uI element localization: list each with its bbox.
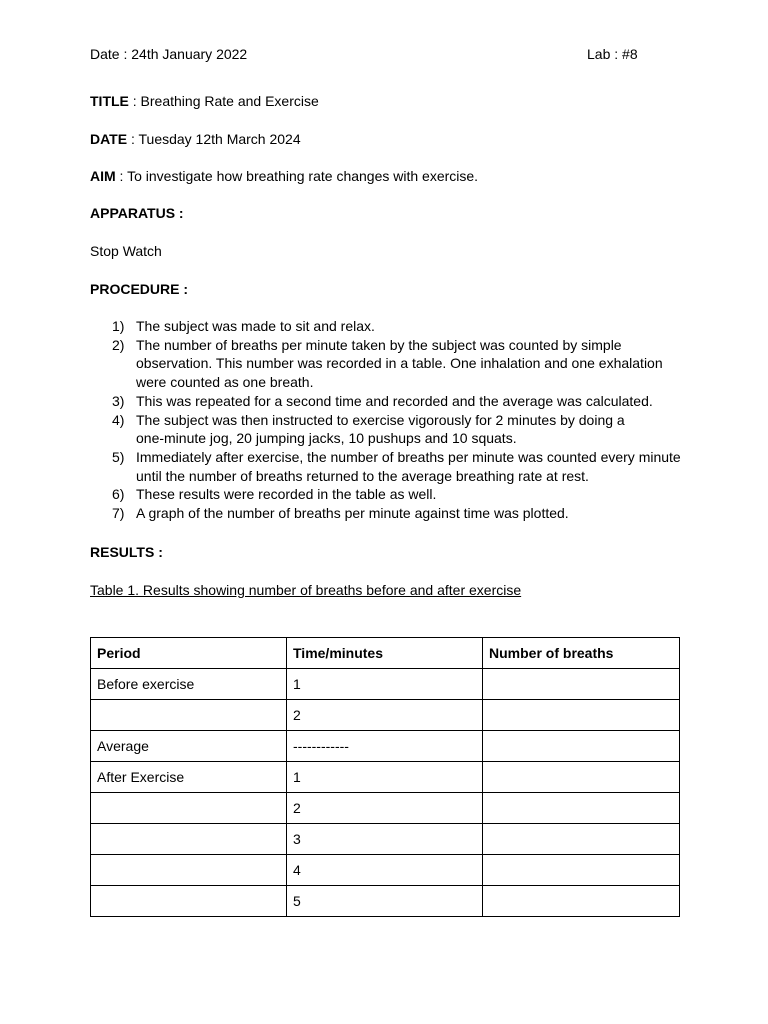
step-text: until the number of breaths returned to the average breathing rate at rest. <box>136 467 589 484</box>
table-row <box>91 700 680 731</box>
step-number: 1) <box>112 318 125 334</box>
table-row <box>91 824 680 855</box>
table-cell: 1 <box>287 669 483 700</box>
results-heading: RESULTS : <box>90 544 163 560</box>
table-row <box>91 731 680 762</box>
step-text: These results were recorded in the table as well. <box>136 486 437 503</box>
step-text: This was repeated for a second time and recorded and the average was calculated. <box>136 392 653 409</box>
step-number: 6) <box>112 486 125 503</box>
procedure-step <box>112 504 692 523</box>
procedure-step <box>112 448 692 485</box>
date-value: : Tuesday 12th March 2024 <box>127 131 301 147</box>
procedure-heading: PROCEDURE : <box>90 281 189 297</box>
table-cell <box>483 886 680 917</box>
table-cell <box>91 700 287 731</box>
table-cell: 5 <box>287 886 483 917</box>
aim-value: : To investigate how breathing rate changes with exercise. <box>115 168 479 184</box>
step-number: 3) <box>112 392 125 409</box>
step-number: 5) <box>112 448 125 465</box>
table-cell <box>483 793 680 824</box>
step-text: The number of breaths per minute taken by the subject was counted by simple <box>136 336 622 353</box>
table-cell: 4 <box>287 855 483 886</box>
table-cell <box>483 731 680 762</box>
table-cell <box>483 824 680 855</box>
apparatus-item: Stop Watch <box>90 243 162 259</box>
procedure-step <box>112 336 692 392</box>
table-row <box>91 762 680 793</box>
step-text: one-minute jog, 20 jumping jacks, 10 pushups and 10 squats. <box>136 430 517 447</box>
procedure-step <box>112 485 692 504</box>
results-table <box>90 637 680 917</box>
procedure-step <box>112 411 692 448</box>
table-cell <box>483 700 680 731</box>
table-cell <box>91 855 287 886</box>
table-row <box>91 793 680 824</box>
step-text: were counted as one breath. <box>136 374 314 391</box>
table-cell: Before exercise <box>91 669 287 700</box>
date-label: DATE <box>90 131 128 147</box>
table-row <box>91 855 680 886</box>
table-cell: 2 <box>287 793 483 824</box>
apparatus-heading: APPARATUS : <box>90 205 184 221</box>
table-caption: Table 1. Results showing number of breaths before and after exercise <box>90 582 522 598</box>
date-line <box>90 130 301 148</box>
aim-line <box>90 167 478 185</box>
table-cell: Average <box>91 731 287 762</box>
title-line <box>90 92 319 110</box>
table-cell <box>91 886 287 917</box>
table-cell: ------------ <box>287 731 483 762</box>
header-lab-number: Lab : #8 <box>587 46 638 62</box>
step-text: A graph of the number of breaths per minute against time was plotted. <box>136 505 569 522</box>
header-date: Date : 24th January 2022 <box>90 46 248 62</box>
table-cell <box>483 855 680 886</box>
column-header: Time/minutes <box>287 638 483 669</box>
table-header-row <box>91 638 680 669</box>
table-cell <box>483 669 680 700</box>
aim-label: AIM <box>90 168 116 184</box>
step-text: The subject was then instructed to exercise vigorously for 2 minutes by doing a <box>136 411 625 428</box>
table-cell: 1 <box>287 762 483 793</box>
step-number: 2) <box>112 336 125 353</box>
step-text: Immediately after exercise, the number of breaths per minute was counted every minute <box>136 448 681 465</box>
procedure-step <box>112 392 692 411</box>
table-row <box>91 669 680 700</box>
step-number: 4) <box>112 411 125 428</box>
table-row <box>91 886 680 917</box>
step-number: 7) <box>112 505 125 522</box>
column-header: Period <box>91 638 287 669</box>
title-label: TITLE <box>90 93 129 109</box>
procedure-list <box>112 317 692 523</box>
table-cell <box>91 793 287 824</box>
procedure-step <box>112 317 692 336</box>
title-value: : Breathing Rate and Exercise <box>128 93 319 109</box>
column-header: Number of breaths <box>483 638 680 669</box>
step-text: observation. This number was recorded in a table. One inhalation and one exhalation <box>136 355 663 372</box>
step-text: The subject was made to sit and relax. <box>136 318 375 334</box>
table-cell: After Exercise <box>91 762 287 793</box>
table-cell <box>483 762 680 793</box>
table-cell: 3 <box>287 824 483 855</box>
table-cell <box>91 824 287 855</box>
table-cell: 2 <box>287 700 483 731</box>
